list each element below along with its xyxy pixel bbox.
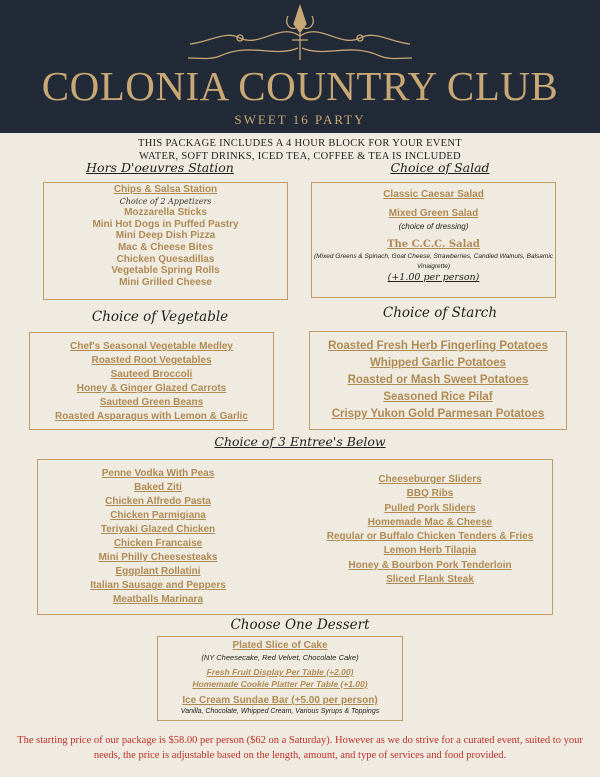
dessert-fruit: Fresh Fruit Display Per Table (+2.00) <box>206 667 354 677</box>
entree-item: Chicken Alfredo Pasta <box>105 496 211 507</box>
entree-item: Italian Sausage and Peppers <box>90 580 226 591</box>
dessert-sundae-note: Vanilla, Chocolate, Whipped Cream, Various Syrups & Toppings <box>180 708 380 715</box>
entree-item: BBQ Ribs <box>406 488 454 500</box>
salad-ccc-note-2: Vinaigrette) <box>416 263 451 270</box>
vegetable-item: Chef's Seasonal Vegetable Medley <box>70 341 233 352</box>
starch-box <box>309 331 567 430</box>
salad-ccc-price: (+1.00 per person) <box>387 272 480 283</box>
fleur-ornament-icon <box>180 2 420 68</box>
entree-item: Sliced Flank Steak <box>386 574 474 586</box>
starch-item: Crispy Yukon Gold Parmesan Potatoes <box>331 408 545 420</box>
pricing-footer: The starting price of our package is $58.00 per person ($62 on a Saturday). However as we do strive for a curated event, suited to your needs, the price is adjustable based on the length, amount, and type of services and food provided. <box>17 735 583 761</box>
entree-item: Pulled Pork Sliders <box>384 502 476 514</box>
starch-item: Whipped Garlic Potatoes <box>369 357 507 369</box>
hors-item: Vegetable Spring Rolls <box>111 265 220 277</box>
entree-item: Penne Vodka With Peas <box>101 468 215 479</box>
dessert-title: Choose One Dessert <box>230 617 370 633</box>
vegetable-item: Sauteed Broccoli <box>110 369 193 380</box>
hors-item: Chips & Salsa Station <box>113 184 218 195</box>
dessert-cake: Plated Slice of Cake <box>232 640 328 651</box>
hors-item: Mini Grilled Cheese <box>119 276 212 288</box>
entree-item: Chicken Parmigiana <box>110 510 206 521</box>
salad-box <box>311 182 556 298</box>
entree-item: Eggplant Rollatini <box>115 566 201 577</box>
starch-item: Roasted Fresh Herb Fingerling Potatoes <box>328 340 548 352</box>
event-subtitle: SWEET 16 PARTY <box>234 112 366 127</box>
entrees-title: Choice of 3 Entree's Below <box>214 434 386 449</box>
entrees-box <box>37 459 553 615</box>
header-banner <box>0 0 600 133</box>
salad-classic: Classic Caesar Salad <box>383 189 484 200</box>
vegetable-item: Roasted Root Vegetables <box>91 355 212 366</box>
dessert-cake-note: (NY Cheesecake, Red Velvet, Chocolate Cake) <box>201 653 359 662</box>
entree-item: Honey & Bourbon Pork Tenderloin <box>348 559 512 571</box>
entree-item: Lemon Herb Tilapia <box>383 545 477 557</box>
vegetable-box <box>29 332 274 430</box>
entree-item: Cheeseburger Sliders <box>378 474 482 485</box>
entree-item: Baked Ziti <box>134 482 182 493</box>
salad-title: Choice of Salad <box>390 160 490 175</box>
hors-item: Chicken Quesadillas <box>116 253 215 265</box>
vegetable-item: Honey & Ginger Glazed Carrots <box>76 383 227 394</box>
hors-box <box>43 182 288 300</box>
entree-item: Chicken Francaise <box>113 538 203 549</box>
vegetable-item: Sauteed Green Beans <box>99 397 204 408</box>
salad-mixed-note: (choice of dressing) <box>398 222 469 231</box>
hors-title: Hors D'oeuvres Station <box>86 160 234 175</box>
intro-line-2: WATER, SOFT DRINKS, ICED TEA, COFFEE & TEA IS INCLUDED <box>139 151 461 162</box>
salad-ccc: The C.C.C. Salad <box>387 239 480 250</box>
dessert-sundae: Ice Cream Sundae Bar (+5.00 per person) <box>182 695 378 706</box>
hors-item: Mini Hot Dogs in Puffed Pastry <box>92 218 239 230</box>
entree-item: Mini Philly Cheesesteaks <box>98 552 218 563</box>
club-title: COLONIA COUNTRY CLUB <box>41 63 559 109</box>
starch-item: Seasoned Rice Pilaf <box>383 391 493 403</box>
hors-item: Mac & Cheese Bites <box>117 241 214 253</box>
dessert-box <box>157 636 403 721</box>
hors-item: Mozzarella Sticks <box>124 207 207 219</box>
vegetable-title: Choice of Vegetable <box>91 309 229 325</box>
entree-item: Regular or Buffalo Chicken Tenders & Fries <box>326 531 534 543</box>
hors-item: Mini Deep Dish Pizza <box>115 230 216 242</box>
vegetable-item: Roasted Asparagus with Lemon & Garlic <box>54 411 248 422</box>
starch-item: Roasted or Mash Sweet Potatoes <box>347 374 529 386</box>
intro-line-1: THIS PACKAGE INCLUDES A 4 HOUR BLOCK FOR YOUR EVENT <box>137 138 462 149</box>
hors-subnote: Choice of 2 Appetizers <box>119 196 212 206</box>
entree-item: Teriyaki Glazed Chicken <box>100 524 216 535</box>
salad-mixed: Mixed Green Salad <box>388 208 479 219</box>
salad-ccc-note-1: (Mixed Greens & Spinach, Goat Cheese, Strawberries, Candied Walnuts, Balsamic <box>313 253 554 260</box>
entree-item: Meatballs Marinara <box>112 594 204 605</box>
starch-title: Choice of Starch <box>382 305 498 321</box>
dessert-cookie: Homemade Cookie Platter Per Table (+1.00) <box>192 679 368 689</box>
entree-item: Homemade Mac & Cheese <box>367 516 493 528</box>
